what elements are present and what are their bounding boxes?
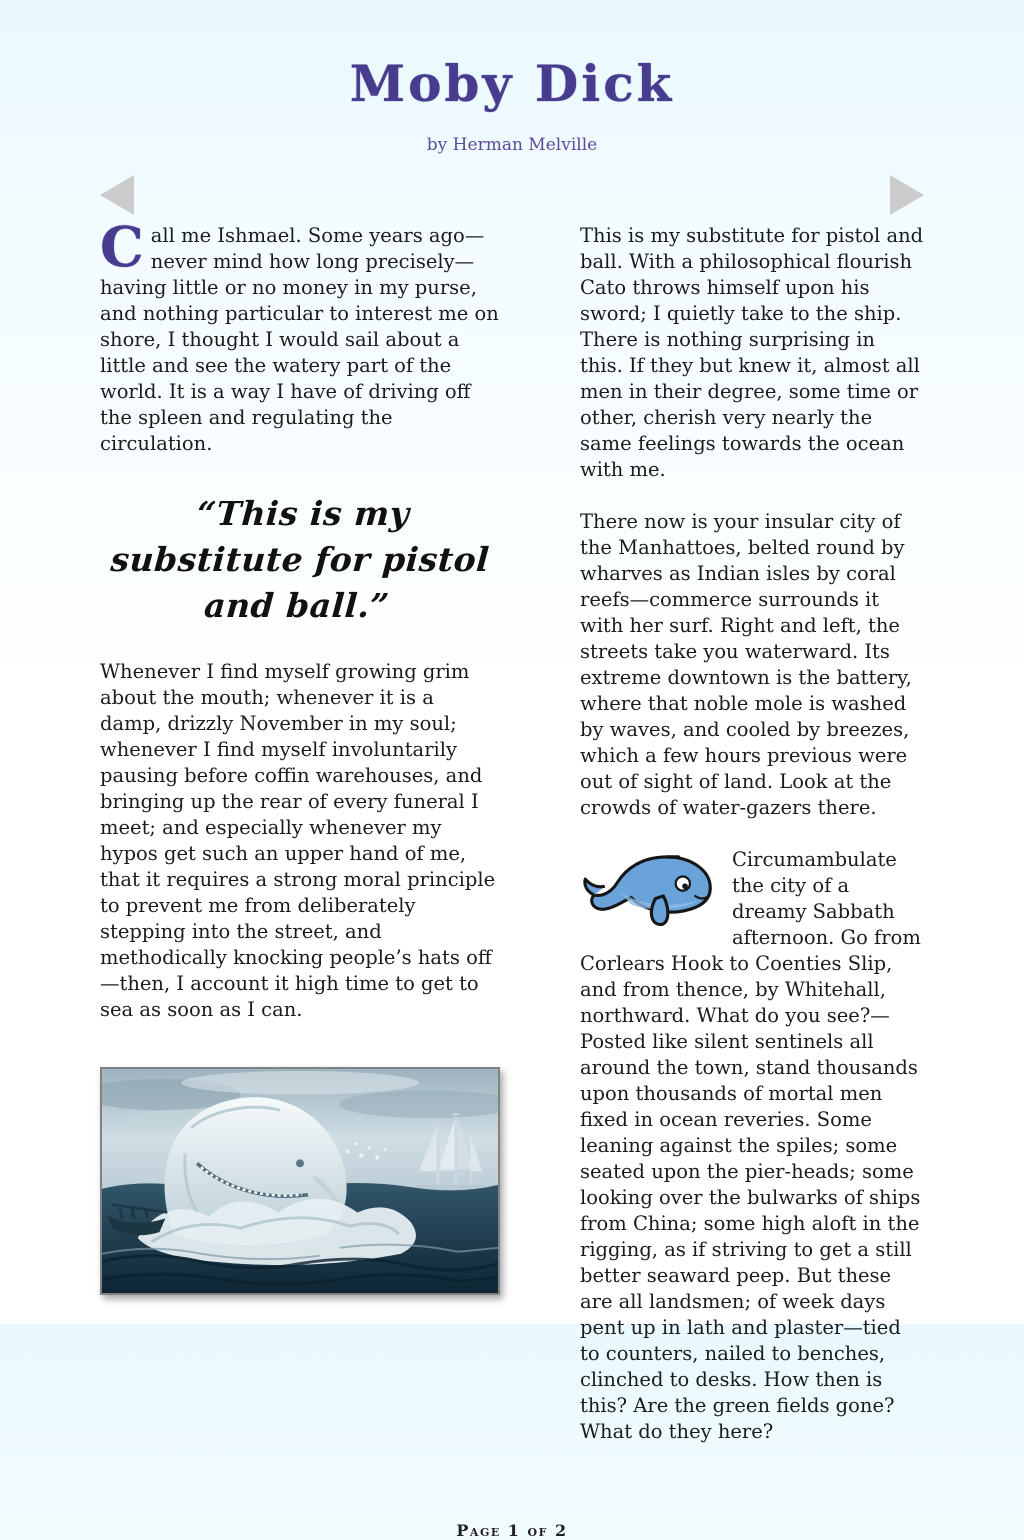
drop-cap: C [100, 214, 144, 279]
pull-quote: “This is my substitute for pistol and ball.” [109, 494, 491, 625]
paragraph-substitute: This is my substitute for pistol and ball. With a philosophical flourish Cato throws himself upon his sword; I quietly take to the ship. There is nothing surprising in this. If they but knew it, almost all men in their degree, some time or other, cherish very nearly the same feelings towards the ocean with me. [580, 224, 924, 481]
opening-paragraph [100, 214, 500, 457]
article-columns [100, 214, 924, 1471]
right-column [580, 223, 924, 1471]
paragraph-manhattoes: There now is your insular city of the Manhattoes, belted round by wharves as Indian isles by coral reefs—commerce surrounds it with her surf. Right and left, the streets take you waterward. Its extreme downtown is the battery, where that noble mole is washed by waves, and cooled by breezes, which a few hours previous were out of sight of land. Look at the crowds of water-gazers there. [580, 510, 912, 819]
opening-paragraph-text: all me Ishmael. Some years ago—never mind how long precisely—having little or no money in my purse, and nothing particular to interest me on shore, I thought I would sail about a little and see the watery part of the world. It is a way I have of driving off the spleen and regulating the circulation. [100, 224, 499, 455]
paragraph-circumambulate-text: Circumambulate the city of a dreamy Sabbath afternoon. Go from Corlears Hook to Coenties Slip, and from thence, by Whitehall, northward. What do you see?—Posted like silent sentinels all around the town, stand thousands upon thousands of mortal men fixed in ocean reveries. Some leaning against the spiles; some seated upon the pier-heads; some looking over the bulwarks of ships from China; some high aloft in the rigging, as if striving to get a still better seaward peep. But these are all landsmen; of week days pent up in lath and plaster—tied to counters, nailed to benches, clinched to desks. How then is this? Are the green fields gone? What do they here? [580, 848, 921, 1443]
left-column [100, 214, 500, 1471]
page-navigation [100, 175, 924, 215]
page-header [0, 54, 1024, 155]
whale-illustration [100, 1067, 500, 1295]
paragraph-whenever: Whenever I find myself growing grim about the mouth; whenever it is a damp, drizzly November in my soul; whenever I find myself involuntarily pausing before coffin warehouses, and bringing up the rear of every funeral I meet; and especially whenever my hypos get such an upper hand of me, that it requires a strong moral principle to prevent me from deliberately stepping into the street, and methodically knocking people’s hats off—then, I account it high time to get to sea as soon as I can. [100, 660, 496, 1021]
paragraph-circumambulate [580, 847, 924, 1445]
page-number: Page 1 of 2 [456, 1521, 568, 1540]
whale-illustration-graphic [102, 1069, 498, 1293]
cartoon-whale-graphic [580, 849, 720, 927]
page-title: Moby Dick [349, 54, 675, 113]
page-subtitle: by Herman Melville [426, 135, 598, 155]
cartoon-whale-icon [580, 849, 720, 927]
previous-page-arrow-icon[interactable] [100, 175, 134, 215]
next-page-arrow-icon[interactable] [890, 175, 924, 215]
